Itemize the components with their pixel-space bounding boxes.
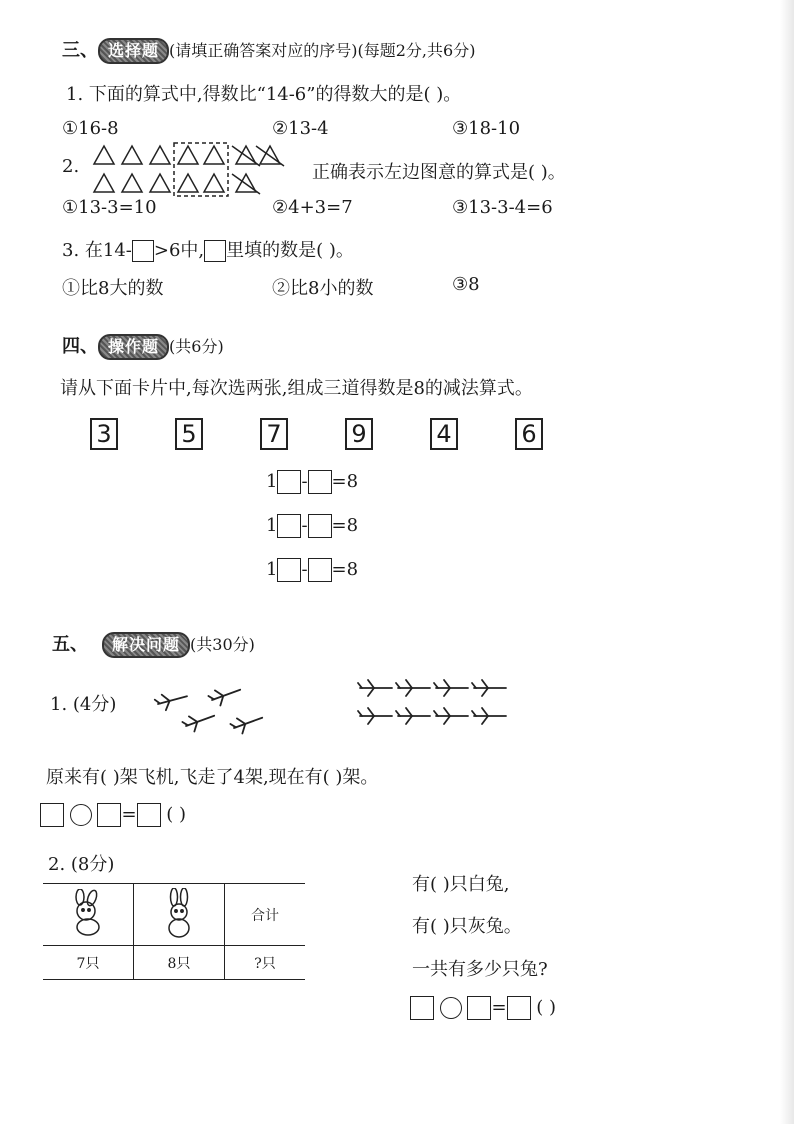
white-rabbit-count: 7只	[43, 946, 134, 980]
eq-prefix: 1	[266, 471, 278, 492]
airplane-icon	[396, 680, 430, 696]
section3-heading	[62, 36, 475, 64]
answer-box[interactable]	[40, 803, 64, 827]
answer-box[interactable]	[132, 240, 154, 262]
section5-note: (共30分)	[190, 635, 255, 654]
grey-rabbit-icon	[159, 888, 199, 938]
s3-q3-option-3: ③8	[452, 274, 480, 295]
section4-number: 四、	[62, 336, 98, 357]
number-card: 6	[515, 418, 543, 450]
operator-circle[interactable]	[440, 997, 462, 1019]
airplanes-flying-away	[150, 684, 280, 744]
s3-q3-stem-b: >6中,	[153, 240, 205, 261]
airplanes-remaining	[354, 676, 514, 732]
triangle-icon	[94, 146, 114, 164]
answer-box[interactable]	[137, 803, 161, 827]
number-card: 7	[260, 418, 288, 450]
s4-equation-3	[266, 558, 358, 582]
section3-number: 三、	[62, 40, 98, 61]
rabbit-table	[43, 883, 305, 980]
answer-box[interactable]	[308, 558, 332, 582]
s3-q3-stem-a: 3. 在14-	[62, 240, 132, 261]
s3-q2-stem: 正确表示左边图意的算式是( )。	[312, 162, 566, 183]
answer-box[interactable]	[97, 803, 121, 827]
s3-q1-stem: 1. 下面的算式中,得数比“14-6”的得数大的是( )。	[66, 84, 462, 105]
total-header-cell: 合计	[225, 884, 306, 946]
number-card: 4	[430, 418, 458, 450]
eq-prefix: 1	[266, 559, 278, 580]
airplane-icon	[472, 680, 506, 696]
s3-q1-option-1: ①16-8	[62, 118, 119, 139]
answer-box[interactable]	[204, 240, 226, 262]
s3-q3-stem-c: 里填的数是( )。	[226, 240, 354, 261]
airplane-icon	[472, 708, 506, 724]
s3-q3-option-1: ①比8大的数	[62, 278, 164, 299]
s3-q2-option-3: ③13-3-4=6	[452, 197, 553, 218]
number-card: 3	[90, 418, 118, 450]
section5-banner: 解决问题	[102, 632, 190, 658]
grey-rabbit-count: 8只	[134, 946, 225, 980]
answer-box[interactable]	[277, 514, 301, 538]
airplane-icon	[434, 708, 468, 724]
number-card: 9	[345, 418, 373, 450]
eq-minus: -	[301, 515, 308, 536]
grey-rabbit-cell	[134, 884, 225, 946]
triangle-icon	[178, 146, 198, 164]
number-card: 5	[175, 418, 203, 450]
airplane-icon	[358, 708, 392, 724]
section3-banner: 选择题	[98, 38, 169, 64]
s4-instruction: 请从下面卡片中,每次选两张,组成三道得数是8的减法算式。	[60, 378, 533, 399]
answer-box[interactable]	[308, 514, 332, 538]
airplane-icon	[207, 684, 243, 708]
eq-result: =8	[331, 515, 359, 536]
operator-circle[interactable]	[70, 804, 92, 826]
eq-result: =8	[331, 559, 359, 580]
unit-paren: ( )	[536, 997, 557, 1018]
triangle-icon	[204, 146, 224, 164]
s3-q2-option-1: ①13-3=10	[62, 197, 157, 218]
airplane-icon	[181, 708, 217, 734]
answer-box[interactable]	[410, 996, 434, 1020]
answer-box[interactable]	[277, 470, 301, 494]
eq-prefix: 1	[266, 515, 278, 536]
answer-box[interactable]	[507, 996, 531, 1020]
triangle-icon	[122, 146, 142, 164]
triangle-icon	[150, 146, 170, 164]
s5-q1-equation	[40, 803, 186, 827]
s5-q2-line3: 一共有多少只兔?	[412, 959, 548, 980]
s3-q3-stem	[62, 236, 354, 262]
s5-q1-text: 原来有( )架飞机,飞走了4架,现在有( )架。	[46, 767, 379, 788]
answer-box[interactable]	[308, 470, 332, 494]
s4-equation-2	[266, 514, 358, 538]
s4-equation-1	[266, 470, 358, 494]
section4-note: (共6分)	[169, 337, 224, 356]
dashed-group-box	[174, 143, 228, 196]
s5-q2-line2: 有( )只灰兔。	[412, 916, 522, 937]
airplane-icon	[434, 680, 468, 696]
airplane-icon	[229, 710, 265, 736]
airplane-icon	[154, 689, 189, 713]
section4-heading	[62, 332, 224, 360]
eq-result: =8	[331, 471, 359, 492]
section4-banner: 操作题	[98, 334, 169, 360]
airplane-icon	[396, 708, 430, 724]
answer-box[interactable]	[277, 558, 301, 582]
section3-note: (请填正确答案对应的序号)(每题2分,共6分)	[169, 41, 476, 60]
unit-paren: ( )	[166, 804, 187, 825]
s5-q2-line1: 有( )只白兔,	[412, 874, 510, 895]
airplane-icon	[358, 680, 392, 696]
s3-q1-option-2: ②13-4	[272, 118, 329, 139]
answer-box[interactable]	[467, 996, 491, 1020]
s5-q2-equation	[410, 996, 556, 1020]
section5-number: 五、	[52, 634, 88, 655]
eq-minus: -	[301, 471, 308, 492]
s3-q2-option-2: ②4+3=7	[272, 197, 353, 218]
s3-q2-number: 2.	[62, 156, 80, 177]
eq-equals: =	[121, 804, 137, 825]
white-rabbit-cell	[43, 884, 134, 946]
eq-minus: -	[301, 559, 308, 580]
s5-q2-label: 2. (8分)	[48, 854, 115, 875]
s3-q1-option-3: ③18-10	[452, 118, 521, 139]
page-edge-shadow	[780, 0, 794, 1124]
total-count: ?只	[225, 946, 306, 980]
white-rabbit-icon	[66, 889, 110, 937]
triangles-figure	[90, 142, 290, 198]
section5-heading	[52, 630, 255, 658]
s3-q3-option-2: ②比8小的数	[272, 278, 374, 299]
eq-equals: =	[491, 997, 507, 1018]
s5-q1-label: 1. (4分)	[50, 694, 117, 715]
